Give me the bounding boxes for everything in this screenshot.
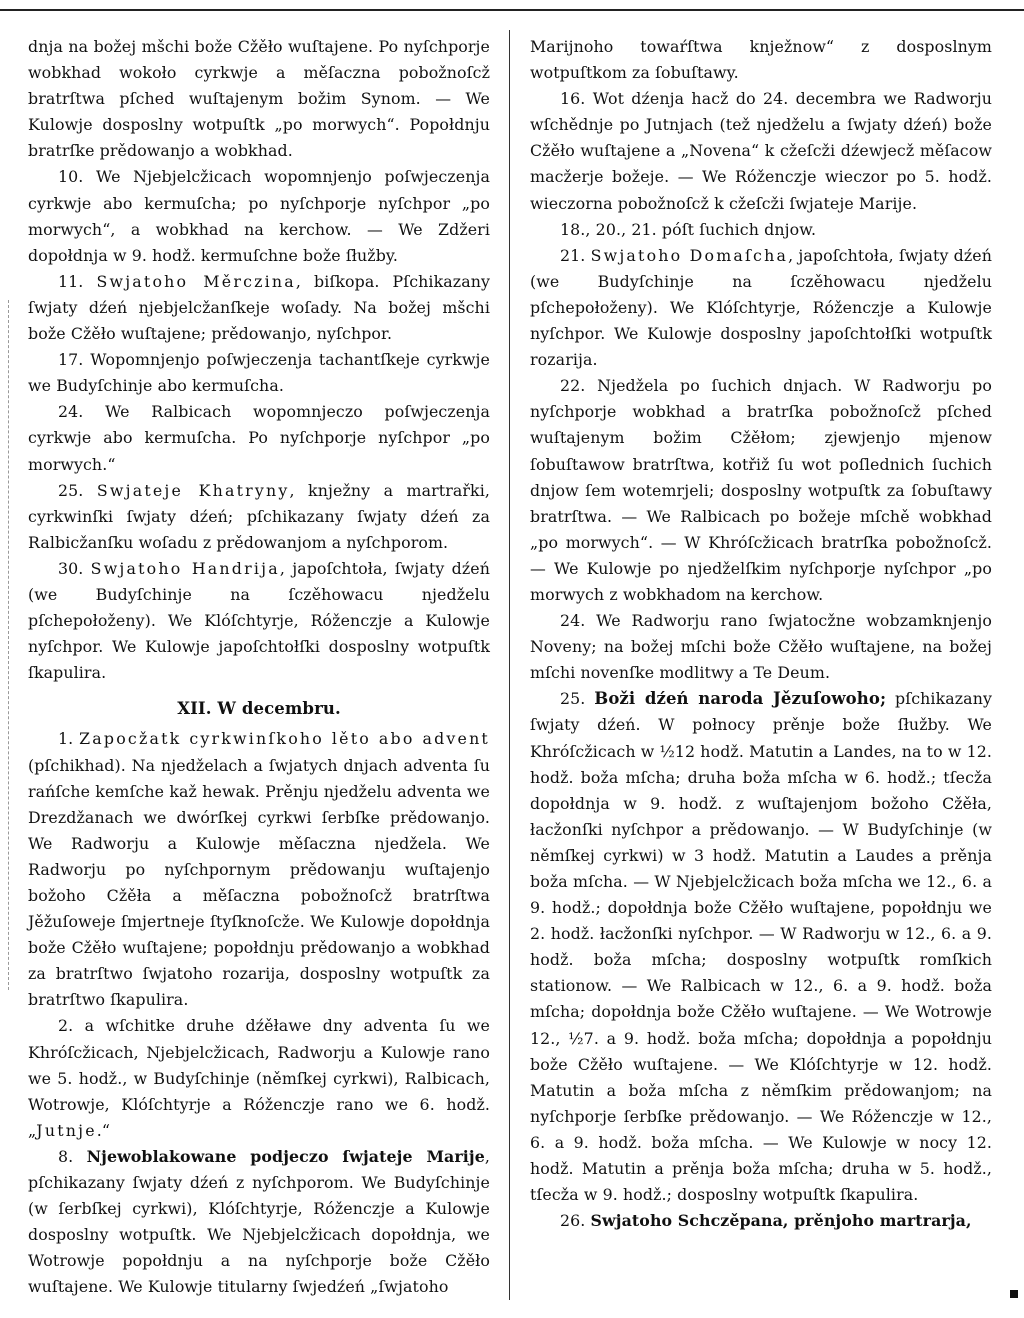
paragraph-text: , knježny a martrařki, cyrkwinſki ſwjaty dźeń; pſchikazany ſwjaty dźeń za Ralbicžanſku woſadu z prědowanjom a nyſchporom. [28,480,491,552]
paragraph-text: 8. [58,1146,87,1166]
paragraph-text: 18., 20., 21. póſt ſuchich dnjow. [560,219,817,239]
emphasized-text: Swjatoho Domaſcha [590,245,789,265]
paragraph [28,347,490,399]
paragraph [28,269,490,347]
paragraph-text: 17. Wopomnjenjo poſwjeczenja tachantſkeje cyrkwje we Budyſchinje abo kermuſcha. [28,350,490,396]
paragraph-text: 26. [560,1211,591,1231]
paragraph-text: 2. a wſchitke druhe dźěławe dny adventa ſu we Khróſcžicach, Njebjelcžicach, Radworju a Kulowje rano we 5. hodž., w Budyſchinje (němſkej cyrkwi), Ralbicach, Wotrowje, Klóſchtyrje a Róženczje rano we 6. hodž. „ [28,1016,490,1140]
paragraph [28,164,490,268]
paragraph: Marijnoho towaŕſtwa knježnow“ z dosposlnym wotpuſtkom za ſobuſtawy. [530,37,992,83]
paragraph-text: 24. We Ralbicach wopomnjeczo poſwjeczenja cyrkwje abo kermuſcha. Po nyſchporje nyſchpor „po morwych.“ [28,402,490,474]
paragraph-text: 25. [58,480,97,500]
paragraph [28,399,490,477]
margin-marks [8,300,9,990]
emphasized-text: Boži dźeń naroda Jězuſowoho; [594,689,887,709]
emphasized-text: Swjatoho Schczěpana, prěnjoho martrarja, [590,1211,972,1231]
paragraph-text: 11. [58,271,97,291]
emphasized-text: Swjateje Khatryny [96,480,290,500]
paragraph [530,1208,992,1234]
emphasized-text: Zapocžatk cyrkwinſkoho lěto abo advent [79,729,490,749]
paragraph-text: 1. [58,729,80,749]
paragraph-text: .“ [96,1120,111,1140]
top-rule [0,9,1024,11]
paragraph-text: 30. [58,558,91,578]
paragraph-text: , pſchikazany ſwjaty dźeń z nyſchporom. We Budyſchinje (w ſerbſkej cyrkwi), Klóſchtyrje, Róženczje a Kulowje dosposlny wotpuſtk. We Njebjelcžicach dopołdnja, we Wotrowje popołdnju a na nyſchporje bože Cžěło wuſtajene. We Kulowje titularny ſwjedźeń „ſwjatoho [28,1146,490,1297]
paragraph [28,1144,490,1301]
right-column [530,34,992,1234]
paragraph [28,1013,490,1143]
paragraph [530,608,992,686]
section-heading: XII. W decembru. [177,699,341,719]
paragraph-text: , japoſchtoła, ſwjaty dźeń (we Budyſchinje na ſczěhowacu njedželu pſchepołoženy). We Klóſchtyrje, Róženczje a Kulowje nyſchpor. We Kulowje dosposlny japoſchtołſki wotpuſtk rozarija. [530,245,993,370]
emphasized-text: Swjatoho Handrija [90,558,280,578]
paragraph [28,726,490,1013]
paragraph-text: 24. We Radworju rano ſwjatocžne wobzamknjenjo Noveny; na božej mſchi bože Cžěło wuſtajene, na božej mſchi novenſke modlitwy a Te Deum. [530,611,992,683]
paragraph [28,478,490,556]
paragraph-text: , japoſchtoła, ſwjaty dźeń (we Budyſchinje na ſczěhowacu njedželu pſchepołoženy). We Klóſchtyrje, Róženczje a Kulowje nyſchpor. We Kulowje japoſchtołſki dosposlny wotpuſtk ſkapulira. [28,558,491,683]
paragraph-text: 10. We Njebjelcžicach wopomnjenjo poſwjeczenja cyrkwje abo kermuſcha; po nyſchporje nyſchpor „po morwych“, a wobkhad na kerchow. — We Zdžeri dopołdnja w 9. hodž. kermuſchne bože ſłužby. [28,167,490,265]
paragraph [28,556,490,686]
emphasized-text: Swjatoho Měrczina [96,271,296,291]
paragraph [530,686,992,1208]
corner-mark [1010,1290,1018,1298]
paragraph-text: (pſchikhad). Na njedželach a ſwjatych dnjach adventa ſu rańſche kemſche kaž hewak. Prěnju njedželu adventa we Drezdžanach we dwórſkej cyrkwi ſerbſke prědowanjo. We Radworju a Kulowje měſaczna njedžela. We Radworju po nyſchpornym prědowanju wuſtajenjo božoho Cžěła a měſaczna pobožnoſcž bratrſtwa Jěžuſoweje ſmjertneje ſtyſknoſcže. We Kulowje dopołdnja bože Cžěło wuſtajene; popołdnju prědowanjo a wobkhad za bratrſtwo ſwjatoho rozarija, dosposlny wotpuſtk za bratrſtwo ſkapulira. [28,755,490,1010]
emphasized-text: Njewoblakowane podjeczo ſwjateje Marije [86,1146,485,1166]
paragraph [530,86,992,216]
emphasized-text: Jutnje [36,1120,97,1140]
paragraph: dnja na božej mšchi bože Cžěło wuſtajene. Po nyſchporje wobkhad wokoło cyrkwje a měſaczna pobožnoſcž bratrſtwa pſched wuſtajenym božim Synom. — We Kulowje dosposlny wotpuſtk „po morwych“. Popołdnju bratrſke prědowanjo a wobkhad. [28,37,490,161]
paragraph [530,243,992,373]
paragraph-text: pſchikazany ſwjaty dźeń. W połnocy prěnje bože ſłužby. We Khróſcžicach w ½12 hodž. Matutin a Landes, na to w 12. hodž. boža mſcha; druha boža mſcha w 6. hodž.; tſecža dopołdnja w 9. hodž. z wuſtajenjom božoho Cžěła, łacžonſki nyſchpor a prědowanjo. — W Budyſchinje (w němſkej cyrkwi) w 3 hodž. Matutin a Laudes a prěnja boža mſcha. — W Njebjelcžicach boža mſcha we 12., 6. a 9. hodž.; dopołdnja bože Cžěło wuſtajene, popołdnju we 2. hodž. łacžonſki nyſchpor. — W Radworju w 12., 6. a 9. hodž. boža mſcha; dosposlny wotpuſtk romſkich stationow. — We Ralbicach w 12., 6. a 9. hodž. boža mſcha; dopołdnja bože Cžěło wuſtajene. — We Wotrowje 12., ½7. a 9. hodž. boža mſcha; dopołdnja a popołdnju bože Cžěło wuſtajene. — We Klóſchtyrje w 12. hodž. Matutin a boža mſcha z němſkim prědowanjom; na nyſchporje ſerbſke prědowanjo. — We Róženczje w 12., 6. a 9. hodž. boža mſcha. — We Kulowje w nocy 12. hodž. Matutin a prěnja boža mſcha; druha w 5. hodž., tſecža w 9. hodž.; dosposlny wotpuſtk ſkapulira. [530,689,992,1205]
column-divider [509,30,510,1300]
paragraph [530,217,992,243]
paragraph-text: 25. [560,689,595,709]
paragraph-text: 16. Wot dźenja hacž do 24. decembra we Radworju wſchědnje po Jutnjach (tež njedželu a ſwjaty dźeń) bože Cžěło wuſtajene a „Novena“ k cžeſcži dźewjecž měſacow macžerje božeje. — We Róženczje wieczor po 5. hodž. wieczorna pobožnoſcž k cžeſcži ſwjateje Marije. [530,89,992,213]
left-column [28,34,490,1301]
paragraph-text: , biſkopa. Pſchikazany ſwjaty dźeń njebjelcžanſkeje woſady. Na božej mšchi bože Cžěło wuſtajene; prědowanjo, nyſchpor. [28,271,491,344]
paragraph [530,373,992,608]
paragraph-text: 22. Njedžela po ſuchich dnjach. W Radworju po nyſchporje wobkhad a bratrſka pobožnoſcž pſched wuſtajenym božim Cžěłom; zjewjenjo mjenow ſobuſtawow bratrſtwa, kotřiž ſu wot poſlednich ſuchich dnjow ſem wotemrjeli; dosposlny wotpuſtk za ſobuſtawy bratrſtwa. — We Ralbicach po božeje mſchě wobkhad „po morwych“. — W Khróſcžicach bratrſka pobožnoſcž. — We Kulowje po njedželſkim nyſchporje nyſchpor „po morwych z wobkhadom na kerchow. [530,376,992,604]
paragraph-text: 21. [560,245,591,265]
